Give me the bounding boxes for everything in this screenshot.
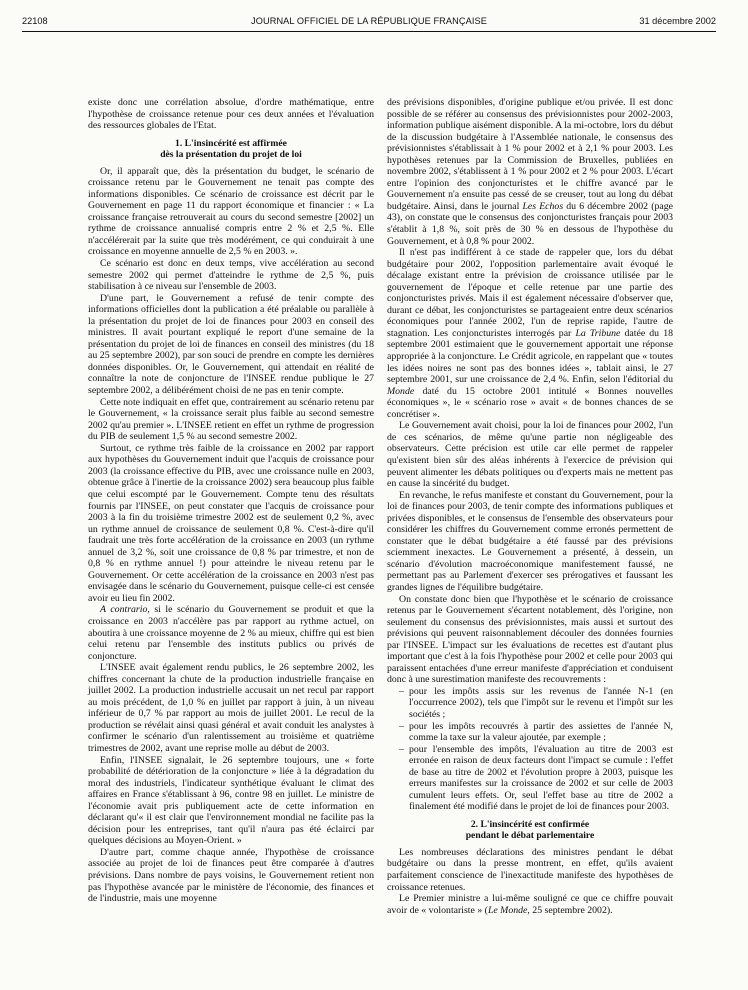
paragraph: L'INSEE avait également rendu publics, le 26 septembre 2002, les chiffres concernant la chute de la production industrielle française en juillet 2002. La production industrielle accusait un net recul par rapport au mois précédent, de 1,0 % en juillet par rapport à juin, à un niveau inférieur de 0,7 % par rapport au mois de juillet 2001. Le recul de la production se révélait ainsi quasi général et avait conduit les analystes à confirmer le scénario d'un ralentissement au troisième et quatrième trimestres de 2002, avant une reprise molle au début de 2003. [88,662,374,754]
section-heading-1 [88,138,374,161]
page-number: 22108 [22,16,48,26]
header-rule [22,31,716,32]
paragraph-text: Le Premier ministre a lui-même souligné ce que ce chiffre pouvait avoir de « volontariste » ( [387,893,673,916]
paragraph-text: des prévisions disponibles, d'origine publique et/ou privée. Il est donc possible de se référer au consensus des prévisionnistes pour 2002-2003, information publique aisément disponible. A la mi-octobre, lors du début de la discussion budgétaire à l'Assemblée nationale, le consensus des prévisionnistes s'établissait à 1 % pour 2002 et à 2,1 % pour 2003. Les hypothèses retenues par la Commission de Bruxelles, publiées en novembre 2002, s'établissent à 1 % pour 2002 et 2 % pour 2003. L'écart entre l'opinion des conjoncturistes et le chiffre avancé par le Gouvernement n'a ensuite pas cessé de se creuser, tout au long du débat budgétaire. Ainsi, dans le journal [387,97,673,212]
emphasis: Le Monde [487,904,528,916]
emphasis: Monde [387,385,415,397]
paragraph: Le Gouvernement avait choisi, pour la loi de finances pour 2002, l'un de ces scénarios, de même qu'une partie non négligeable des observateurs. Cette précision est utile car elle permet de rappeler qu'existent bien sûr des aléas inhérents à l'exercice de prévision qui peuvent alimenter les débats politiques ou d'experts mais ne mettent pas en cause la sincérité du budget. [387,420,673,490]
paragraph: En revanche, le refus manifeste et constant du Gouvernement, pour la loi de finances pour 2003, de tenir compte des informations publiques et privées disponibles, et le consensus de l'ensemble des observateurs pour considérer les chiffres du Gouvernement comme erronés permettent de constater que le débat budgétaire a été faussé par des prévisions sciemment inexactes. Le Gouvernement a présenté, à dessein, un scénario d'évolution macroéconomique manifestement faussé, ne permettant pas au Parlement d'exercer ses prérogatives et faussant les grandes lignes de l'équilibre budgétaire. [387,489,673,593]
section-heading-line: 2. L'insincérité est confirmée [470,818,590,830]
publication-date: 31 décembre 2002 [639,16,716,26]
emphasis: Les Echos [522,200,564,212]
paragraph: Cette note indiquait en effet que, contrairement au scénario retenu par le Gouvernement, « la croissance serait plus faible au second semestre 2002 qu'au premier ». L'INSEE retient en effet un rythme de progression du PIB de seulement 1,5 % au second semestre 2002. [88,396,374,443]
paragraph: Ce scénario est donc en deux temps, vive accélération au second semestre 2002 qui permet d'atteindre le rythme de 2,5 %, puis stabilisation à ce niveau sur l'ensemble de 2003. [88,258,374,293]
paragraph-text: du 6 décembre 2002 (page 43), on constate que le consensus des conjoncturistes français pour 2003 s'établit à 1,8 %, soit près de 30 % en dessous de l'hypothèse du Gouvernement, et à 0,8 % pour 2002. [387,200,673,247]
section-heading-line: 1. L'insincérité est affirmée [175,137,287,149]
paragraph-text: daté du 15 octobre 2001 intitulé « Bonnes nouvelles économiques », le « scénario rose » avait « de bonnes chances de se concrétiser ». [387,385,673,420]
list-item: – pour l'ensemble des impôts, l'évaluation au titre de 2003 est erronée en raison de deux facteurs dont l'impact se cumule : l'effet de base au titre de 2002 et l'évolution propre à 2003, puisque les erreurs manifestes sur la croissance de 2002 et sur celle de 2003 cumulent leurs effets. Or, seul l'effet base au titre de 2002 a finalement été modifié dans le projet de loi de finances pour 2003. [399,744,673,813]
paragraph: Or, il apparaît que, dès la présentation du budget, le scénario de croissance retenu par le Gouvernement ne tenait pas compte des informations disponibles. Ce scénario de croissance est décrit par le Gouvernement en page 11 du rapport économique et financier : « La croissance française retrouverait au cours du second semestre [2002] un rythme de croissance annualisé compris entre 2 % et 2,5 %. Elle n'accélérerait par la suite que très modérément, ce qui conduirait à une croissance en moyenne annuelle de 2,5 % en 2003. ». [88,165,374,258]
journal-title: JOURNAL OFFICIEL DE LA RÉPUBLIQUE FRANÇAISE [251,16,487,26]
paragraph-text: si le scénario du Gouvernement se produit et que la croissance en 2003 n'accélère pas par rapport au rythme actuel, on aboutira à une croissance moyenne de 2 % au mieux, chiffre qui est bien celui retenu par l'ensemble des instituts publics ou privés de conjoncture. [88,604,375,662]
list-item: – pour les impôts recouvrés à partir des assiettes de l'année N, comme la taxe sur la valeur ajoutée, par exemple ; [399,721,673,744]
paragraph: Les nombreuses déclarations des ministres pendant le débat budgétaire ou dans la presse montrent, en effet, qu'ils avaient parfaitement conscience de l'inexactitude manifeste des hypothèses de croissance retenues. [387,846,673,893]
bullet-list [387,686,673,813]
left-column [88,97,374,905]
section-heading-2 [387,819,673,842]
emphasis: La Tribune [575,327,621,339]
paragraph-text: datée du 18 septembre 2001 estimaient que le gouvernement apportait une réponse appropriée à la conjoncture. Le Crédit agricole, en rappelant que « toutes les idées noires ne sont pas des bonnes idées », tablait ainsi, le 27 septembre 2001, sur une croissance de 2,4 %. Enfin, selon l'éditorial du [387,327,673,386]
paragraph [387,97,673,247]
list-item: – pour les impôts assis sur les revenus de l'année N-1 (en l'occurrence 2002), tels que l'impôt sur le revenu et l'impôt sur les sociétés ; [399,686,673,721]
paragraph-text: , 25 septembre 2002). [527,904,613,916]
right-column [387,97,673,916]
paragraph: D'une part, le Gouvernement a refusé de tenir compte des informations officielles dont la publication a été préalable ou parallèle à la présentation du projet de loi de finances pour 2003 en conseil des ministres. Il avait pourtant expliqué le report d'une semaine de la présentation du projet de loi de finances en conseil des ministres (du 18 au 25 septembre 2002), par son souci de prendre en compte les dernières données disponibles. Or, le Gouvernement, qui attendait en réalité de connaître la note de conjoncture de l'INSEE rendue publique le 27 septembre 2002, a délibérément choisi de ne pas en tenir compte. [88,292,374,397]
paragraph: Surtout, ce rythme très faible de la croissance en 2002 par rapport aux hypothèses du Gouvernement induit que l'acquis de croissance pour 2003 (la croissance effective du PIB, avec une croissance nulle en 2003, obtenue grâce à l'inertie de la croissance 2002) sera beaucoup plus faible que celui escompté par le Gouvernement. Compte tenu des résultats fournis par l'INSEE, on peut constater que l'acquis de croissance pour 2003 à la fin du troisième trimestre 2002 est de seulement 0,2 %, avec un rythme annuel de croissance de seulement 0,8 %. C'est-à-dire qu'il faudrait une très forte accélération de la croissance en 2003 (un rythme annuel de 3,2 %, soit une croissance de 0,8 % par trimestre, et non de 0,8 % en rythme annuel !) pour atteindre le niveau retenu par le Gouvernement. Or cette accélération de la croissance en 2003 n'est pas envisagée dans le scénario du Gouvernement, puisque celle-ci est censée avoir eu lieu fin 2002. [88,442,374,604]
paragraph [387,893,673,916]
paragraph-text: Il n'est pas indifférent à ce stade de rappeler que, lors du débat budgétaire pour 2002, l'opposition parlementaire avait évoqué le décalage existant entre la prévision de croissance utilisée par le gouvernement de l'époque et celle retenue par une partie des conjoncturistes privés. Mais il est également nécessaire d'observer que, durant ce débat, les conjoncturistes se partageaient entre deux scénarios économiques pour l'année 2002, l'un de reprise rapide, l'autre de stagnation. Les conjoncturistes interrogés par [387,247,673,339]
paragraph [88,604,374,662]
paragraph [387,247,673,420]
section-heading-line: pendant le débat parlementaire [465,830,595,842]
paragraph: existe donc une corrélation absolue, d'ordre mathématique, entre l'hypothèse de croissance retenue pour ces deux années et l'évaluation des ressources globales de l'Etat. [88,97,374,132]
section-heading-line: dès la présentation du projet de loi [160,149,302,161]
paragraph: D'autre part, comme chaque année, l'hypothèse de croissance associée au projet de loi de finances peut être comparée à d'autres prévisions. Dans nombre de pays voisins, le Gouvernement retient non pas l'hypothèse avancée par le ministère de l'économie, des finances et de l'industrie, mais une moyenne [88,846,374,905]
paragraph: Enfin, l'INSEE signalait, le 26 septembre toujours, une « forte probabilité de détérioration de la conjoncture » liée à la dégradation du moral des industriels, l'indicateur synthétique évaluant le climat des affaires en France s'établissant à 96, contre 98 en juillet. Le ministre de l'économie avait pris publiquement acte de cette information en déclarant qu'« il est clair que l'environnement mondial ne facilite pas la décision pour les entreprises, tant qu'il n'aura pas été éclairci par quelques décisions au Moyen-Orient. » [88,754,374,847]
paragraph: On constate donc bien que l'hypothèse et le scénario de croissance retenus par le Gouvernement s'écartent notablement, dès l'origine, non seulement du consensus des prévisionnistes, mais aussi et surtout des prévisions qui peuvent raisonnablement découler des données fournies par l'INSEE. L'impact sur les évaluations de recettes est d'autant plus important que c'est à la fois l'hypothèse pour 2002 et celle pour 2003 qui paraissent entachées d'une erreur manifeste d'appréciation et conduisent donc à une surestimation manifeste des recouvrements : [387,593,673,686]
emphasis: A contrario, [100,604,150,616]
